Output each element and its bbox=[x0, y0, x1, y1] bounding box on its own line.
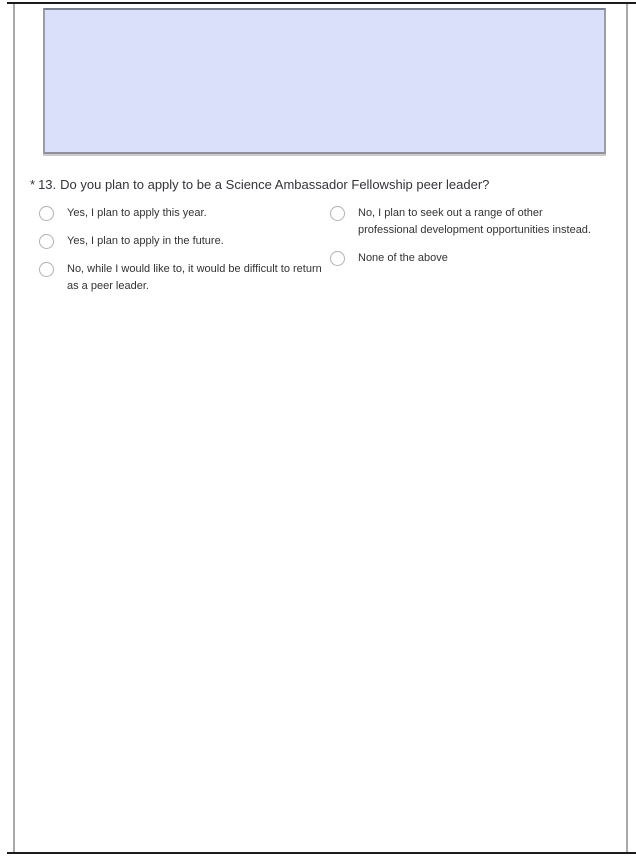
comment-textarea[interactable] bbox=[43, 8, 606, 154]
page-top-border bbox=[7, 2, 636, 4]
page-right-border bbox=[626, 4, 628, 852]
option-none-of-the-above[interactable] bbox=[330, 250, 618, 267]
page-bottom-border bbox=[7, 852, 636, 854]
question-number: 13. bbox=[38, 177, 57, 192]
option-label: No, I plan to seek out a range of other professional development opportunities instead. bbox=[358, 207, 591, 236]
required-asterisk: * bbox=[30, 177, 36, 192]
radio-button-icon[interactable] bbox=[39, 206, 54, 221]
radio-button-icon[interactable] bbox=[39, 262, 54, 277]
option-label: Yes, I plan to apply in the future. bbox=[67, 235, 224, 247]
radio-button-icon[interactable] bbox=[39, 234, 54, 249]
option-apply-this-year[interactable] bbox=[39, 205, 330, 222]
answer-options bbox=[30, 205, 618, 306]
option-difficult-to-return[interactable] bbox=[39, 261, 330, 295]
option-label: No, while I would like to, it would be difficult to return as a peer leader. bbox=[67, 263, 322, 292]
page-left-border bbox=[13, 4, 15, 852]
option-other-professional-development[interactable] bbox=[330, 205, 618, 239]
question-text: Do you plan to apply to be a Science Ambassador Fellowship peer leader? bbox=[60, 177, 490, 192]
option-apply-in-future[interactable] bbox=[39, 233, 330, 250]
options-column-right bbox=[330, 205, 618, 306]
radio-button-icon[interactable] bbox=[330, 206, 345, 221]
option-label: Yes, I plan to apply this year. bbox=[67, 207, 207, 219]
radio-button-icon[interactable] bbox=[330, 251, 345, 266]
question-13 bbox=[30, 176, 618, 306]
option-label: None of the above bbox=[358, 252, 448, 264]
question-title bbox=[30, 176, 618, 193]
options-column-left bbox=[39, 205, 330, 306]
